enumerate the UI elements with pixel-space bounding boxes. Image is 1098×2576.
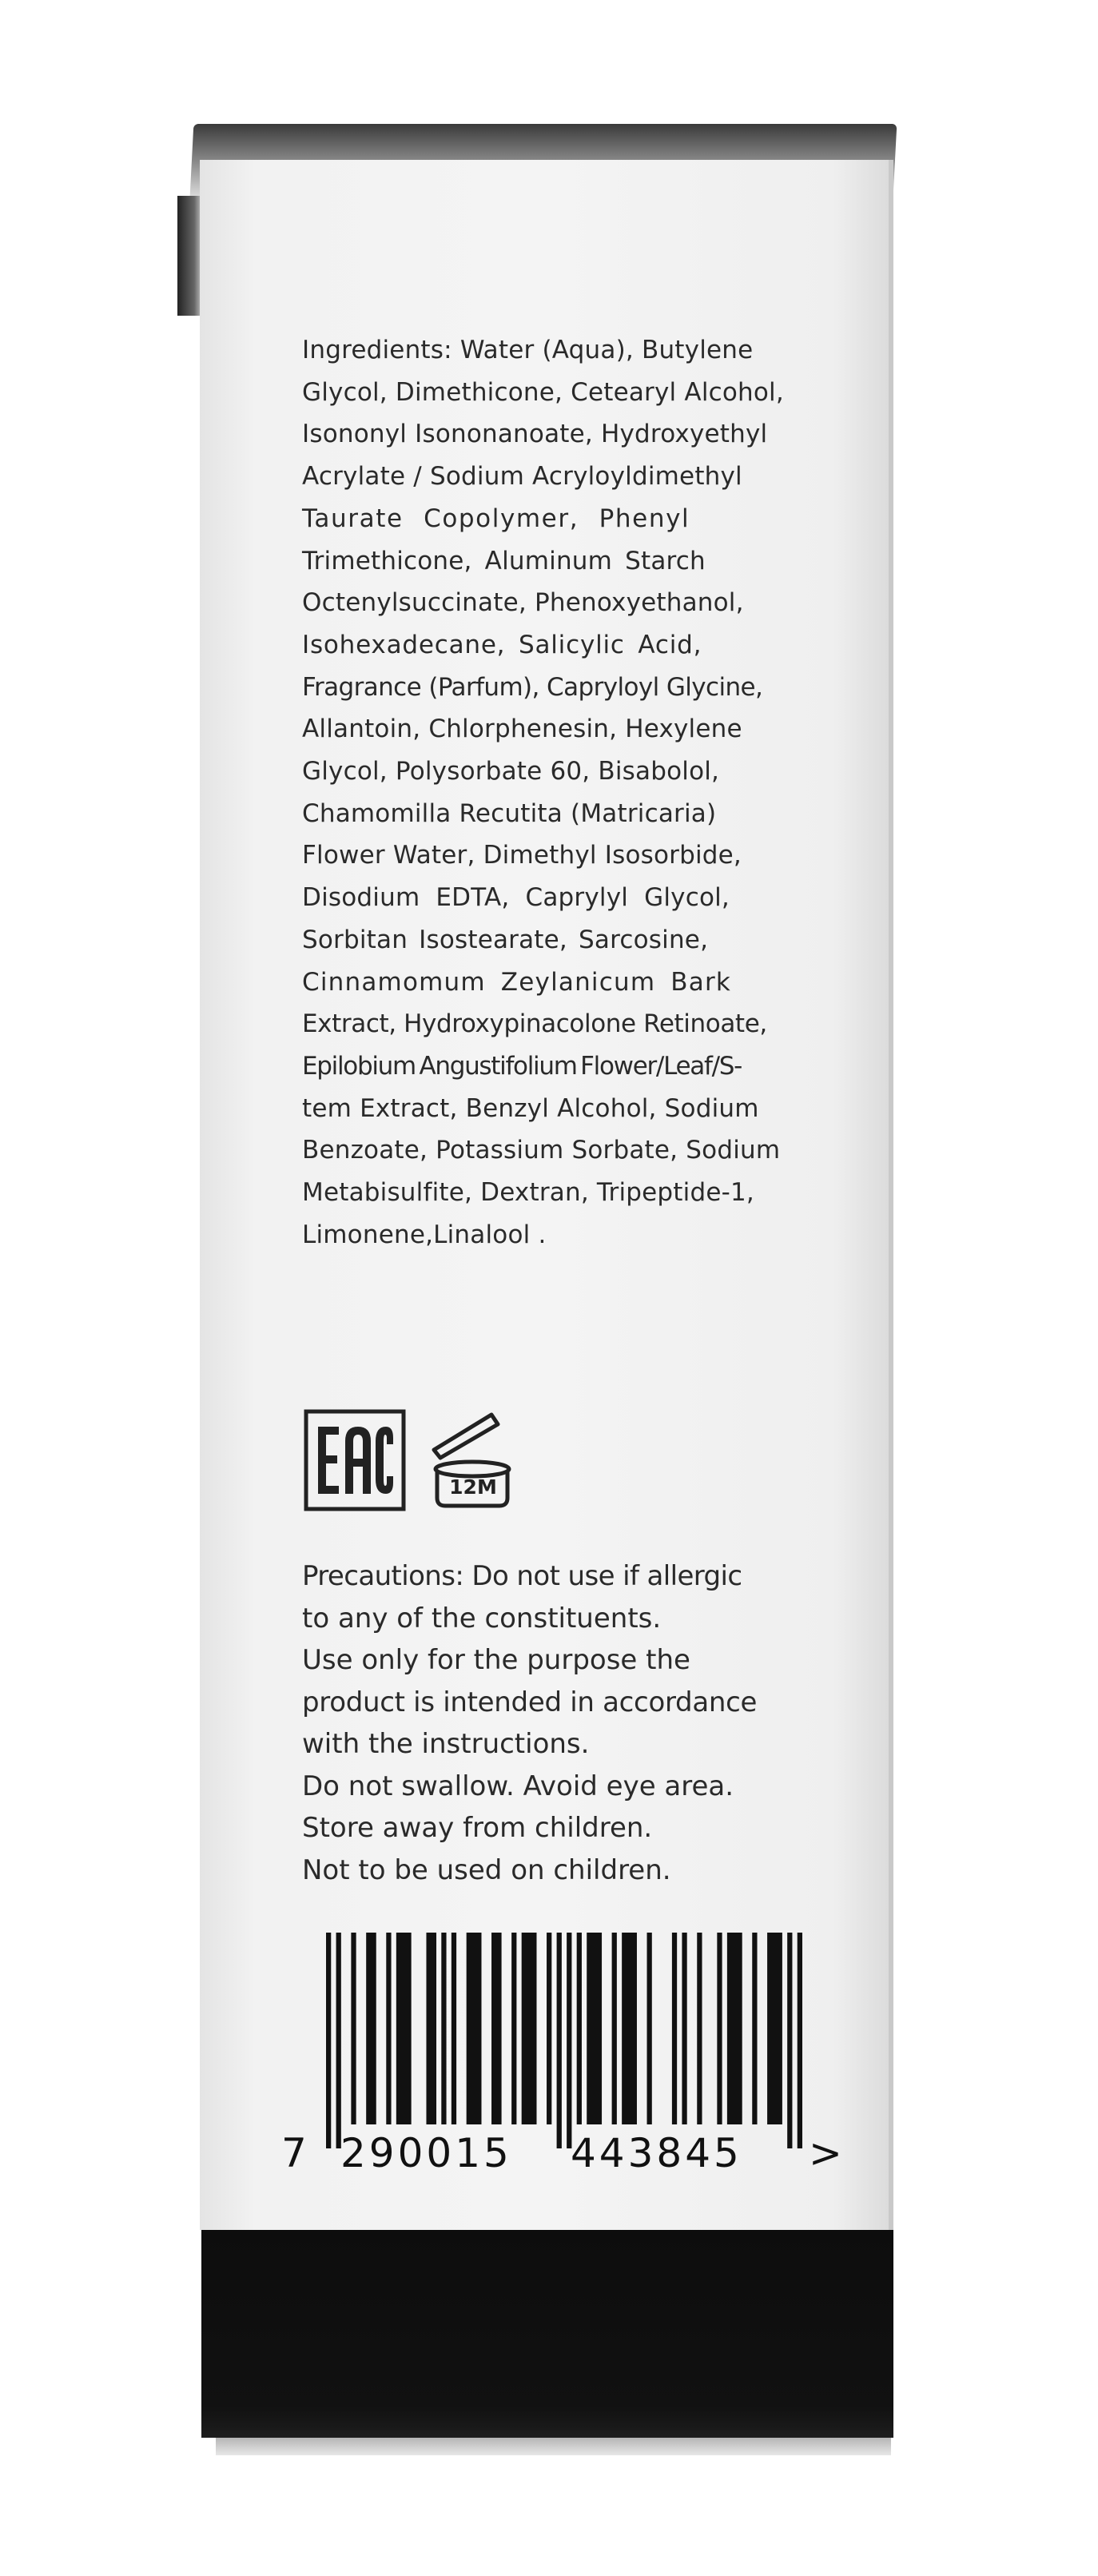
barcode-bar [491,1933,502,2124]
barcode-guard-bar [787,1933,792,2148]
barcode-bar [612,1933,617,2124]
ingredients-line: Isononyl Isononanoate, Hydroxyethyl [302,420,768,449]
barcode-bar [587,1933,602,2124]
box-bottom-edge [216,2438,891,2455]
precautions-line: Do not swallow. Avoid eye area. [302,1770,734,1802]
barcode-bar [727,1933,742,2124]
ingredients-line: Limonene,Linalool . [302,1220,547,1249]
barcode-bar [622,1933,637,2124]
barcode-bar [386,1933,391,2124]
precautions-text [302,1555,814,1891]
ingredients-line: Allantoin, Chlorphenesin, Hexylene [302,715,742,744]
barcode-bar [752,1933,757,2124]
barcode-bar [682,1933,686,2124]
precautions-line: Precautions: Do not use if allergic [302,1560,742,1592]
pao-label: 12M [449,1475,497,1499]
barcode-bar [467,1933,482,2124]
ean13-barcode [326,1933,802,2148]
ingredients-line: Glycol, Polysorbate 60, Bisabolol, [302,757,720,786]
barcode-bar [351,1933,356,2124]
eac-mark-icon [304,1409,406,1511]
ingredients-line: Trimethicone, Aluminum Starch [302,546,706,575]
barcode-bar [366,1933,376,2124]
barcode-right-group: 443845 [571,2130,742,2176]
ingredients-line: Extract, Hydroxypinacolone Retinoate, [302,1009,767,1039]
ingredients-line: Ingredients: Water (Aqua), Butylene [302,336,754,364]
barcode-bar [522,1933,537,2124]
barcode-bar [697,1933,702,2124]
barcode-bar [426,1933,436,2124]
barcode-bar [452,1933,456,2124]
ingredients-line: tem Extract, Benzyl Alcohol, Sodium [302,1093,759,1123]
precautions-line: to any of the constituents. [302,1602,662,1634]
precautions-line: Use only for the purpose the [302,1644,690,1676]
barcode-guard-bar [326,1933,331,2148]
barcode-guard-bar [798,1933,802,2148]
barcode-bar [577,1933,582,2124]
barcode-bar [767,1933,782,2124]
barcode-bar [396,1933,412,2124]
barcode-guard-bar [557,1933,562,2148]
barcode-left-group: 290015 [340,2130,512,2176]
ingredients-line: Benzoate, Potassium Sorbate, Sodium [302,1136,781,1165]
barcode-bar [441,1933,446,2124]
ingredients-line: Glycol, Dimethicone, Cetearyl Alcohol, [302,377,784,407]
barcode-bar [547,1933,551,2124]
pao-icon-group [428,1408,517,1512]
ingredients-line: Octenylsuccinate, Phenoxyethanol, [302,588,744,618]
barcode-bar [672,1933,677,2124]
precautions-line: Not to be used on children. [302,1853,671,1886]
ingredients-line: Metabisulfite, Dextran, Tripeptide-1, [302,1178,754,1208]
ingredients-line: Fragrance (Parfum), Capryloyl Glycine, [302,672,763,702]
barcode-digits [281,2130,841,2178]
box-left-flap [177,196,201,316]
barcode-guard-bar [336,1933,341,2148]
ingredients-line: Disodium EDTA, Caprylyl Glycol, [302,883,730,913]
precautions-line: with the instructions. [302,1728,590,1760]
precautions-line: Store away from children. [302,1812,653,1844]
barcode-guard-bar [567,1933,571,2148]
ingredients-line: Taurate Copolymer, Phenyl [302,504,690,533]
ingredients-line: Chamomilla Recutita (Matricaria) [302,798,717,828]
barcode-bar [717,1933,722,2124]
barcode-bar [647,1933,652,2124]
barcode-first-digit: 7 [281,2130,307,2176]
ingredients-line: Cinnamomum Zeylanicum Bark [302,967,732,997]
ingredients-line: Acrylate / Sodium Acryloyldimethyl [302,462,742,492]
ingredients-line: Flower Water, Dimethyl Isosorbide, [302,841,742,870]
precautions-line: product is intended in accordance [302,1686,758,1718]
ingredients-text [302,329,806,1256]
ingredients-line: Sorbitan Isostearate, Sarcosine, [302,925,709,954]
box-bottom-band [201,2230,893,2438]
barcode-end-marker: > [809,2130,842,2176]
ingredients-line: Isohexadecane, Salicylic Acid, [302,630,702,659]
barcode-bar [511,1933,516,2124]
ingredients-line: Epilobium Angustifolium Flower/Leaf/S- [302,1051,742,1081]
